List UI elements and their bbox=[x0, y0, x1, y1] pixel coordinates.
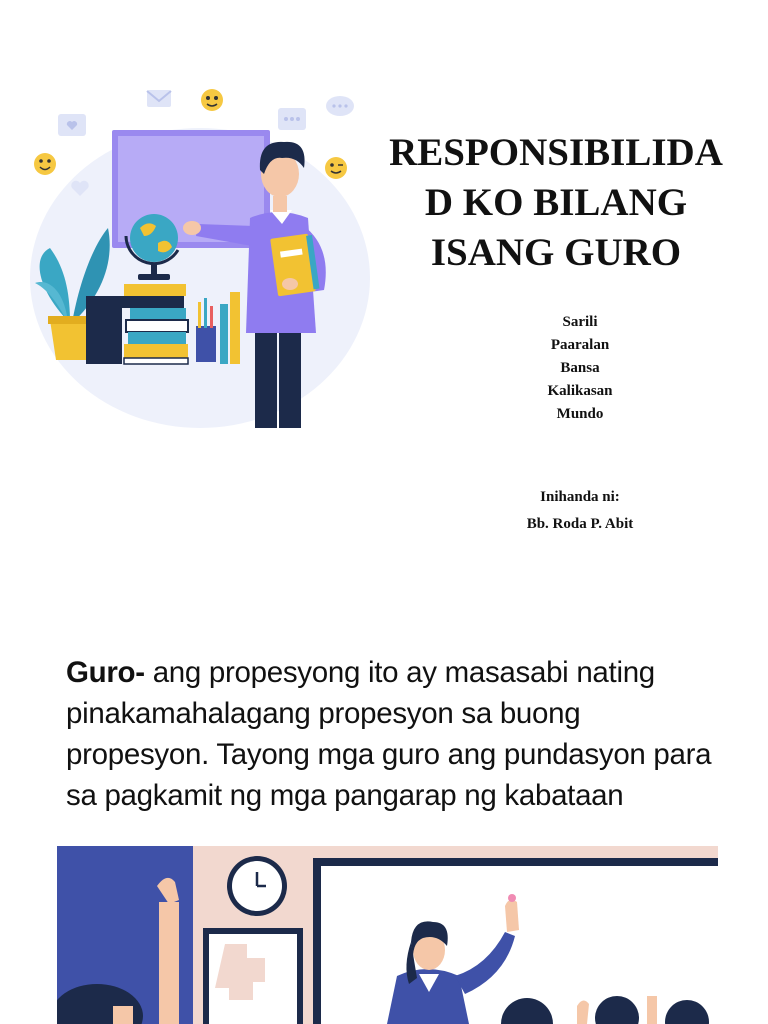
chat-heart-icon bbox=[58, 114, 86, 136]
author-block bbox=[470, 484, 690, 538]
dots-bubble-icon bbox=[326, 96, 354, 116]
topic-item: Kalikasan bbox=[547, 383, 613, 399]
topic-item: Bansa bbox=[560, 360, 600, 376]
author-label: Inihanda ni: bbox=[540, 489, 620, 505]
author-name: Bb. Roda P. Abit bbox=[526, 516, 634, 532]
mail-icon bbox=[147, 90, 171, 107]
slide-title bbox=[372, 128, 740, 278]
title-line-2: D KO BILANG bbox=[424, 181, 688, 224]
topic-item: Mundo bbox=[556, 406, 604, 422]
title-line-3: ISANG GURO bbox=[430, 231, 682, 274]
title-line-1: RESPONSIBILIDA bbox=[389, 131, 723, 174]
wink-emoji-icon bbox=[325, 157, 347, 179]
book-stack-icon bbox=[86, 284, 188, 364]
definition-paragraph bbox=[66, 652, 726, 816]
classroom-illustration bbox=[57, 846, 718, 1024]
window bbox=[203, 928, 303, 1024]
definition-text: ang propesyong ito ay masasabi nating pinakamahalagang propesyon sa buong propesyon. Tayong mga guro ang pundasyon para sa pagkamit ng mga pangarap ng kabataan bbox=[66, 655, 712, 812]
chat-bubble-icon bbox=[278, 108, 306, 130]
teacher-illustration bbox=[20, 78, 370, 433]
topic-item: Sarili bbox=[562, 314, 598, 330]
clock-icon bbox=[227, 856, 287, 916]
definition-term: Guro- bbox=[66, 655, 145, 689]
happy-emoji-icon bbox=[34, 153, 56, 175]
topic-item: Paaralan bbox=[550, 337, 610, 353]
topic-list bbox=[480, 311, 680, 426]
smile-emoji-icon bbox=[201, 89, 223, 111]
